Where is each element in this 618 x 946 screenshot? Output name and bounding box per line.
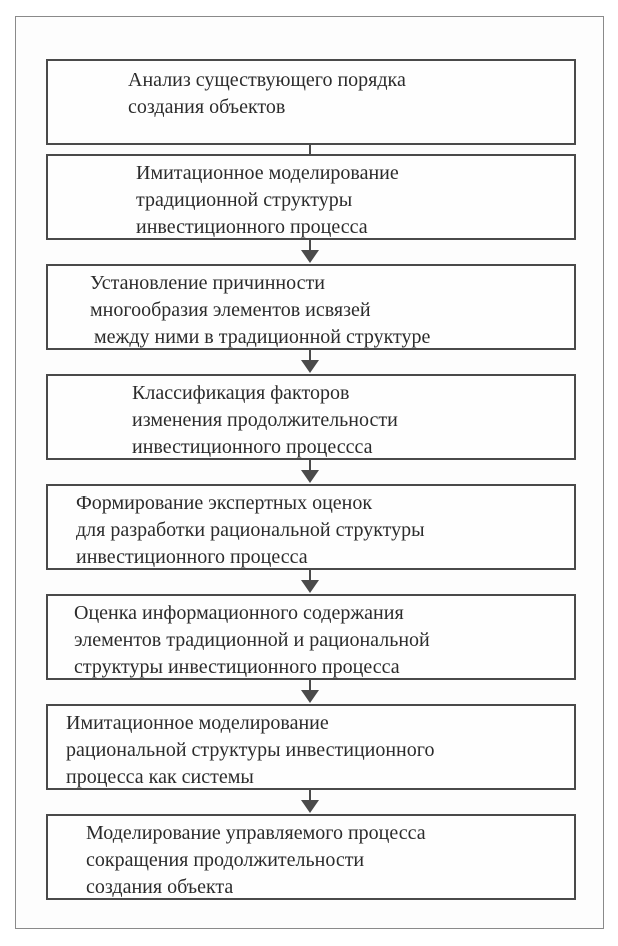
step-4-line-2: изменения продолжительности: [132, 409, 398, 431]
step-5-line-3: инвестиционного процесса: [76, 546, 308, 568]
step-box-2: [46, 154, 576, 240]
step-1-line-2: создания объектов: [128, 96, 286, 118]
step-6-line-2: элементов традиционной и рациональной: [74, 629, 430, 651]
step-6-line-1: Оценка информационного содержания: [74, 602, 404, 624]
arrow-down-icon: [301, 350, 319, 374]
step-8-line-1: Моделирование управляемого процесса: [86, 822, 426, 844]
step-4-line-3: инвестиционного процессса: [132, 436, 373, 458]
step-8-line-3: создания объекта: [86, 876, 234, 898]
step-box-3: [46, 264, 576, 350]
arrow-down-icon: [301, 790, 319, 814]
arrow-down-icon: [301, 570, 319, 594]
step-7-line-1: Имитационное моделирование: [66, 712, 329, 734]
step-box-6: [46, 594, 576, 680]
step-1-line-1: Анализ существующего порядка: [128, 69, 406, 91]
step-3-line-2: многообразия элементов исвязей: [90, 299, 371, 321]
step-2-line-2: традиционной структуры: [136, 189, 353, 211]
step-box-8: [46, 814, 576, 900]
arrow-down-icon: [301, 460, 319, 484]
arrow-down-icon: [301, 240, 319, 264]
step-box-5: [46, 484, 576, 570]
step-2-line-3: инвестиционного процесса: [136, 216, 368, 238]
step-box-1: [46, 59, 576, 145]
step-6-line-3: структуры инвестиционного процесса: [74, 656, 400, 678]
step-7-line-3: процесса как системы: [66, 766, 254, 788]
step-box-4: [46, 374, 576, 460]
step-8-line-2: сокращения продолжительности: [86, 849, 365, 871]
step-4-line-1: Классификация факторов: [132, 382, 350, 404]
step-3-line-1: Установление причинности: [90, 272, 325, 294]
step-7-line-2: рациональной структуры инвестиционного: [66, 739, 435, 761]
step-2-line-1: Имитационное моделирование: [136, 162, 399, 184]
step-5-line-2: для разработки рациональной структуры: [76, 519, 425, 541]
step-box-7: [46, 704, 576, 790]
step-5-line-1: Формирование экспертных оценок: [76, 492, 373, 514]
step-3-line-3: между ними в традиционной структуре: [94, 326, 431, 348]
arrow-down-icon: [301, 680, 319, 704]
